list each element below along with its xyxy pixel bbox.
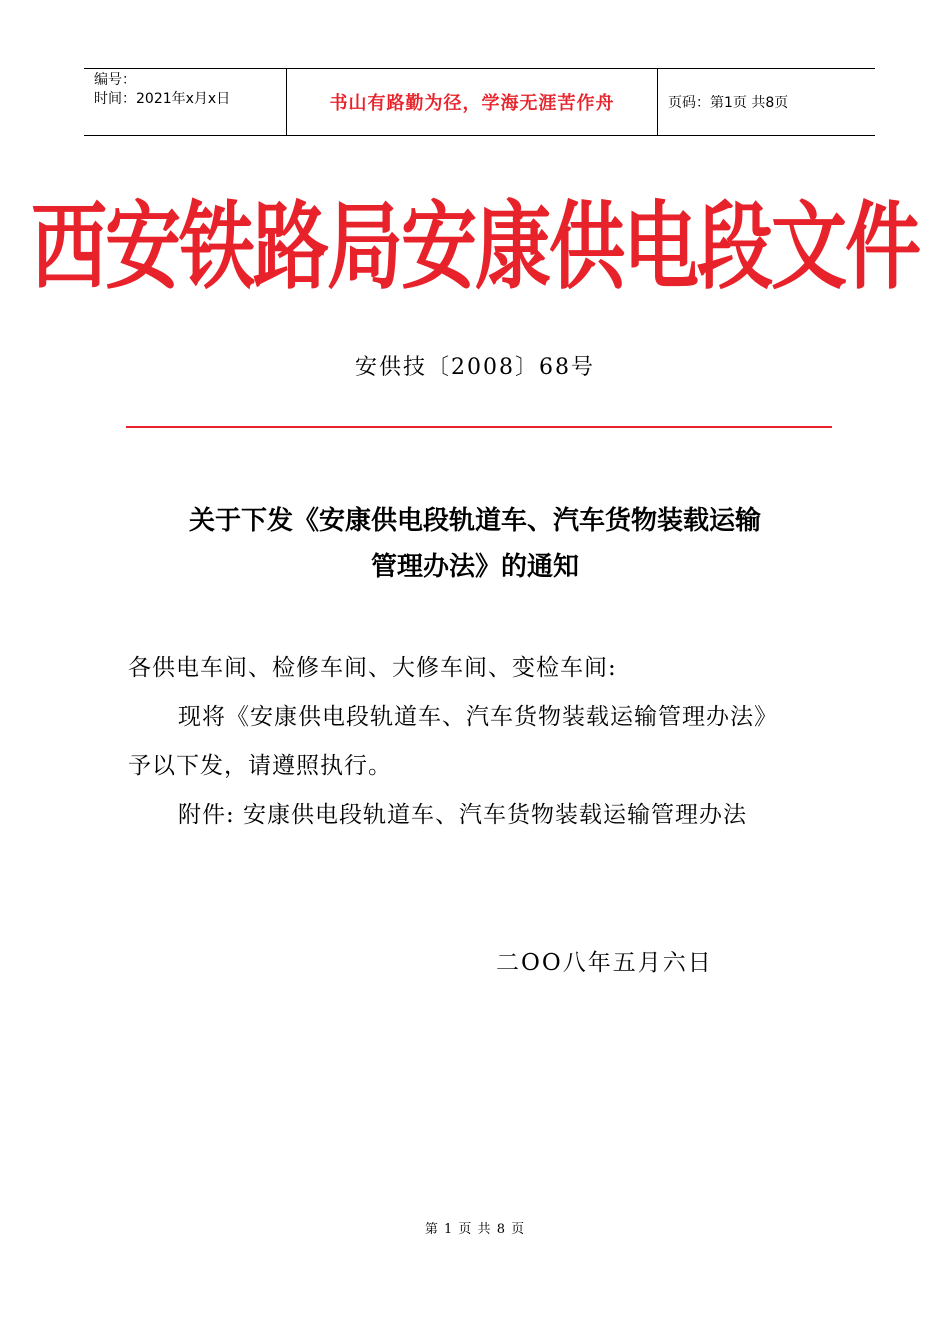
notice-title	[0, 498, 950, 590]
header-number-label: 编号：	[94, 72, 136, 88]
notice-title-line-2: 管理办法》的通知	[370, 552, 579, 582]
page-footer: 第 1 页 共 8 页	[424, 1222, 526, 1237]
body-line-2: 予以下发，请遵照执行。	[128, 753, 392, 779]
red-divider	[126, 426, 832, 428]
recipients-line: 各供电车间、检修车间、大修车间、变检车间:	[128, 655, 617, 681]
header-page-info: 页码：第1页 共8页	[668, 95, 789, 111]
attachment-line: 附件: 安康供电段轨道车、汽车货物装载运输管理办法	[178, 802, 748, 828]
header-motto: 书山有路勤为径，学海无涯苦作舟	[286, 69, 658, 135]
header-meta	[84, 69, 286, 135]
header-table	[84, 68, 875, 136]
issue-date: 二OO八年五月六日	[496, 950, 713, 976]
body-line-1: 现将《安康供电段轨道车、汽车货物装载运输管理办法》	[178, 704, 778, 730]
document-number: 安供技〔2008〕68号	[355, 355, 595, 380]
document-title: 西安铁路局安康供电段文件	[31, 190, 919, 302]
header-time-label: 时间：2021年x月x日	[94, 91, 231, 107]
notice-title-line-1: 关于下发《安康供电段轨道车、汽车货物装载运输	[188, 506, 761, 536]
notice-body	[128, 644, 828, 840]
